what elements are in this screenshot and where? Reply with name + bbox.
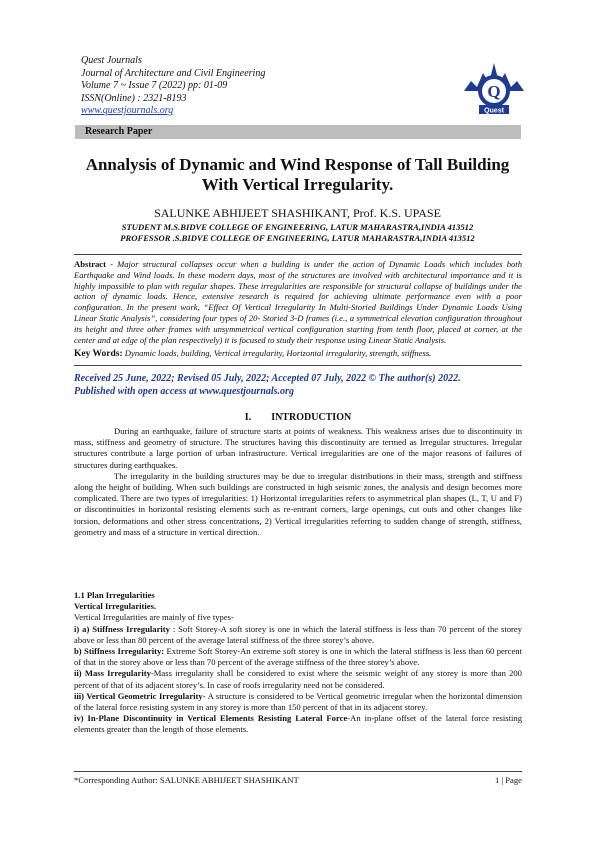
page-footer <box>74 775 522 785</box>
abstract-block <box>74 259 522 345</box>
irregularity-item <box>74 646 522 668</box>
publication-dates <box>74 372 522 398</box>
journal-url-link[interactable]: www.questjournals.org <box>81 105 174 116</box>
intro-paragraph-2: The irregularity in the building structures may be due to irregular distributions in their mass, strength and stiffness along the height of building. When such buildings are constructed in high seismic zones, the analysis and design becomes more complicated. There are two types of irregularities: 1) Horizontal irregularities refers to asymmetrical plan shapes (L, T, U and F) or discontinuities in horizontal resisting elements such as re-entrant corners, large openings, cut outs and other changes like torsion, deformations and other stress concentrations, 2) Vertical irregularities referring to sudden change of strength, stiffness, geometry and mass of a structure in vertical direction. <box>74 470 522 537</box>
logo-text: Quest <box>484 107 504 115</box>
subsection-heading: 1.1 Plan Irregularities <box>74 590 155 600</box>
corresponding-author: *Corresponding Author: SALUNKE ABHIJEET SHASHIKANT <box>74 775 299 785</box>
title-line-2: With Vertical Irregularity. <box>201 175 394 194</box>
item-text: : Soft Storey-A soft storey is one in which the lateral stiffness is less than 70 percent of the storey above or less than 80 percent of the average lateral stiffness of the three storey’s above. <box>74 623 522 645</box>
irregularity-item <box>74 668 522 690</box>
item-text: - A structure is considered to be Vertical geometric irregular when the horizontal dimension of the lateral force resisting system in any storey is more than 150 percent of that in its adjacent storey. <box>74 690 522 713</box>
paper-type-label: Research Paper <box>85 126 153 137</box>
item-text: -Mass irregularity shall be considered to exist where the seismic weight of any storey is more than 200 percent of that of its adjacent storey’s. In case of roofs irregularity need not be considered. <box>74 668 522 690</box>
journal-header <box>81 55 265 118</box>
item-text: -An in-plane offset of the lateral force resisting elements greater than the length of those elements. <box>74 713 522 735</box>
item-label: ii) Mass Irregularity <box>74 668 151 679</box>
received-dates: Received 25 June, 2022; Revised 05 July, 2022; Accepted 07 July, 2022 © The author(s) 2022. <box>74 373 461 384</box>
item-text: Extreme Soft Storey-An extreme soft storey is one in which the lateral stiffness is less than 60 percent of that in the storey above or less than 70 percent of the average stiffness of the three storey’s above. <box>74 646 522 668</box>
subsection-subheading: Vertical Irregularities. <box>74 601 157 612</box>
irregularity-item <box>74 691 522 713</box>
abstract-label: Abstract <box>74 259 106 269</box>
abstract-text: - Major structural collapses occur when a building is under the action of Dynamic Loads which includes both Earthquake and Wind loads. In these modern days, most of the structures are involved with architectural importance and it is highly impossible to plan with regular shapes. These irregularities are responsible for structural collapse of buildings under the action of dynamic loads. Hence, extensive research is required for achieving ultimate performance even with a poor configuration. In the present work, “Effect Of Vertical Irregularity In Multi-Storied Buildings Under Dynamic Loads Using Linear Static Analysis”, considering four types of 20- Storied 3-D frames (i.e., a symmetrical elevation configuration throughout its height and three other frames with unsymmetrical vertical configuration starting from tenth floor, placed at corner, at the center and at edge of the plan respectively) it is focused to study their response using Linear Static Analysis. <box>74 259 522 345</box>
paper-type-bar <box>75 125 521 139</box>
logo-letter: Q <box>487 82 501 101</box>
subsection-intro: Vertical Irregularities are mainly of five types- <box>74 612 234 623</box>
keywords-text: Dynamic loads, building, Vertical irregularity, Horizontal irregularity, strength, stiffness. <box>122 348 432 358</box>
item-label: iii) Vertical Geometric Irregularity <box>74 690 203 701</box>
journal-title: Journal of Architecture and Civil Engineering <box>81 67 266 79</box>
footer-rule <box>74 771 522 772</box>
affiliation-1: STUDENT M.S.BIDVE COLLEGE OF ENGINEERING, LATUR MAHARASTRA,INDIA 413512 <box>121 222 474 232</box>
journal-issn: ISSN(Online) : 2321-8193 <box>81 92 187 104</box>
journal-volume: Volume 7 ~ Issue 7 (2022) pp: 01-09 <box>81 80 228 91</box>
abstract-top-rule <box>74 254 522 255</box>
intro-paragraph-1: During an earthquake, failure of structure starts at points of weakness. This weakness arises due to discontinuity in mass, stiffness and geometry of structure. The structures having this discontinuity are termed as Irregular structures. Irregular structures contribute a large portion of urban infrastructure. Vertical irregularities are one of the major reasons of failures of structures during earthquakes. <box>74 426 522 470</box>
introduction-body <box>74 426 522 538</box>
item-label: iv) In-Plane Discontinuity in Vertical Elements Resisting Lateral Force <box>74 713 348 724</box>
title-line-1: Annalysis of Dynamic and Wind Response of Tall Building <box>85 155 510 174</box>
item-label: i) a) Stiffness Irregularity <box>74 623 170 634</box>
keywords-label: Key Words: <box>74 349 123 359</box>
affiliation-2: PROFESSOR .S.BIDVE COLLEGE OF ENGINEERING, LATUR MAHARASTRA,INDIA 413512 <box>120 233 475 243</box>
journal-name: Quest Journals <box>81 55 142 66</box>
keywords-block <box>74 348 522 359</box>
page-number: 1 | Page <box>494 775 522 785</box>
plan-irregularities-section <box>74 590 522 736</box>
irregularity-item <box>74 713 522 735</box>
published-note: Published with open access at www.questjournals.org <box>74 386 294 397</box>
section-heading-introduction: I. INTRODUCTION <box>244 412 352 423</box>
paper-authors: SALUNKE ABHIJEET SHASHIKANT, Prof. K.S. UPASE <box>154 206 441 220</box>
abstract-bottom-rule <box>74 365 522 366</box>
irregularity-item <box>74 624 522 646</box>
author-affiliations <box>40 222 555 244</box>
paper-title <box>40 155 555 195</box>
item-label: b) Stiffness Irregularity: <box>74 646 165 657</box>
journal-logo <box>461 57 527 117</box>
